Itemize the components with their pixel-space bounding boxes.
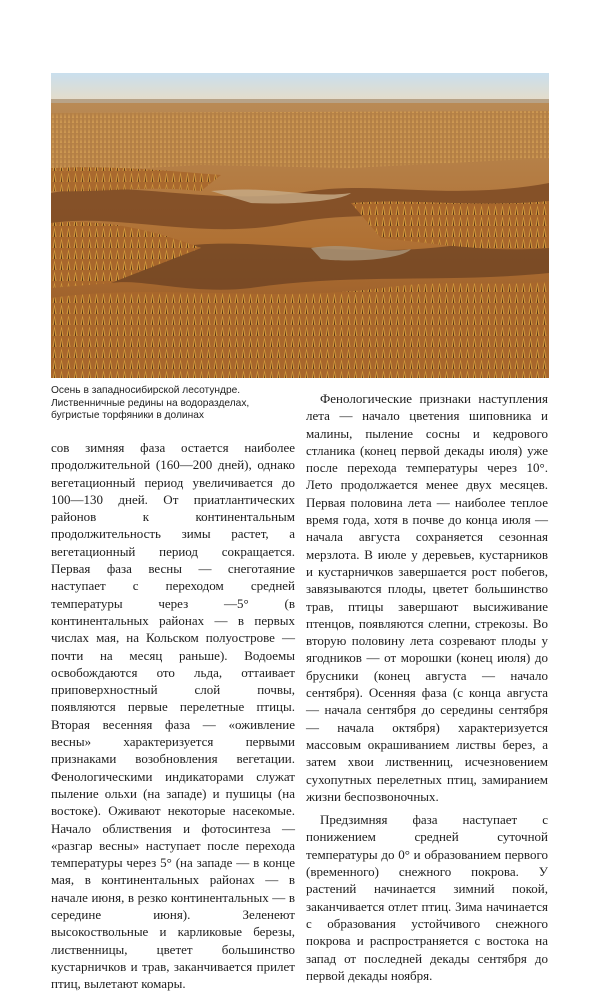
paragraph: Предзимняя фаза наступает с понижением средней суточной температуры до 0° и образованием первого (временного) снежного покрова. У растений начинается зимний покой, заканчивается отлет птиц. Зима начинается с образования устойчивого снежного покрова и распространяется с востока на запад от последней декады сентября до первой декады ноября. [306,812,548,983]
photo-caption: Осень в западносибирской лесотундре. Лиственничные редины на водоразделах, бугристые торфяники в долинах [51,385,250,422]
text-column-right [306,390,548,984]
paragraph: сов зимняя фаза остается наиболее продолжительной (160—200 дней), однако вегетационный период увеличивается до 100—130 дней. От приатлантических районов к континентальным продолжительность зимы растет, а вегетационный период сокращается. Первая фаза весны — снеготаяние наступает с переходом средней температуры через —5° (в континентальных районах — в первых числах мая, на Кольском полуострове — почти на месяц раньше). Водоемы освобождаются ото льда, оттаивает приповерхностный слой почвы, появляются первые перелетные птицы. Вторая весенняя фаза — «оживление весны» характеризуется первыми признаками возобновления вегетации. Фенологическими индикаторами служат пыление ольхи (на западе) и пушицы (на востоке). Оживают некоторые насекомые. Начало облиствения и фотосинтеза — «разгар весны» наступает после перехода температуры через 5° (на западе — в конце мая, в континентальных районах — в начале июня, в резко континентальных — в середине июня). Зеленеют высокоствольные и карликовые березы, лиственницы, цветет большинство кустарничков и трав, заканчивается прилет птиц, вылетают комары. [51,440,295,992]
paragraph: Фенологические признаки наступления лета — начало цветения шиповника и малины, пыление сосны и кедрового стланика (конец первой декады июля) уже после перехода температуры через 10°. Лето продолжается менее двух месяцев. Первая половина лета — наиболее теплое время года, хотя в почве до конца июля — начала августа сохраняется сезонная мерзлота. В июле у деревьев, кустарников и кустарничков завершается рост побегов, завязываются плоды, цветет большинство трав, птицы завершают высиживание птенцов, появляются слепни, стрекозы. Во вторую половину лета созревают плоды у ягодников — от морошки (конец июля) до брусники (конец августа — начало сентября). Осенняя фаза (с конца августа — начала сентября до середины сентября — начала октября) характеризуется массовым окрашиванием листвы берез, а затем хвои лиственниц, исчезновением сухопутных перелетных птиц, замиранием жизни беспозвоночных. [306,391,548,804]
tundra-photo [51,73,549,378]
text-column-left [51,439,295,993]
